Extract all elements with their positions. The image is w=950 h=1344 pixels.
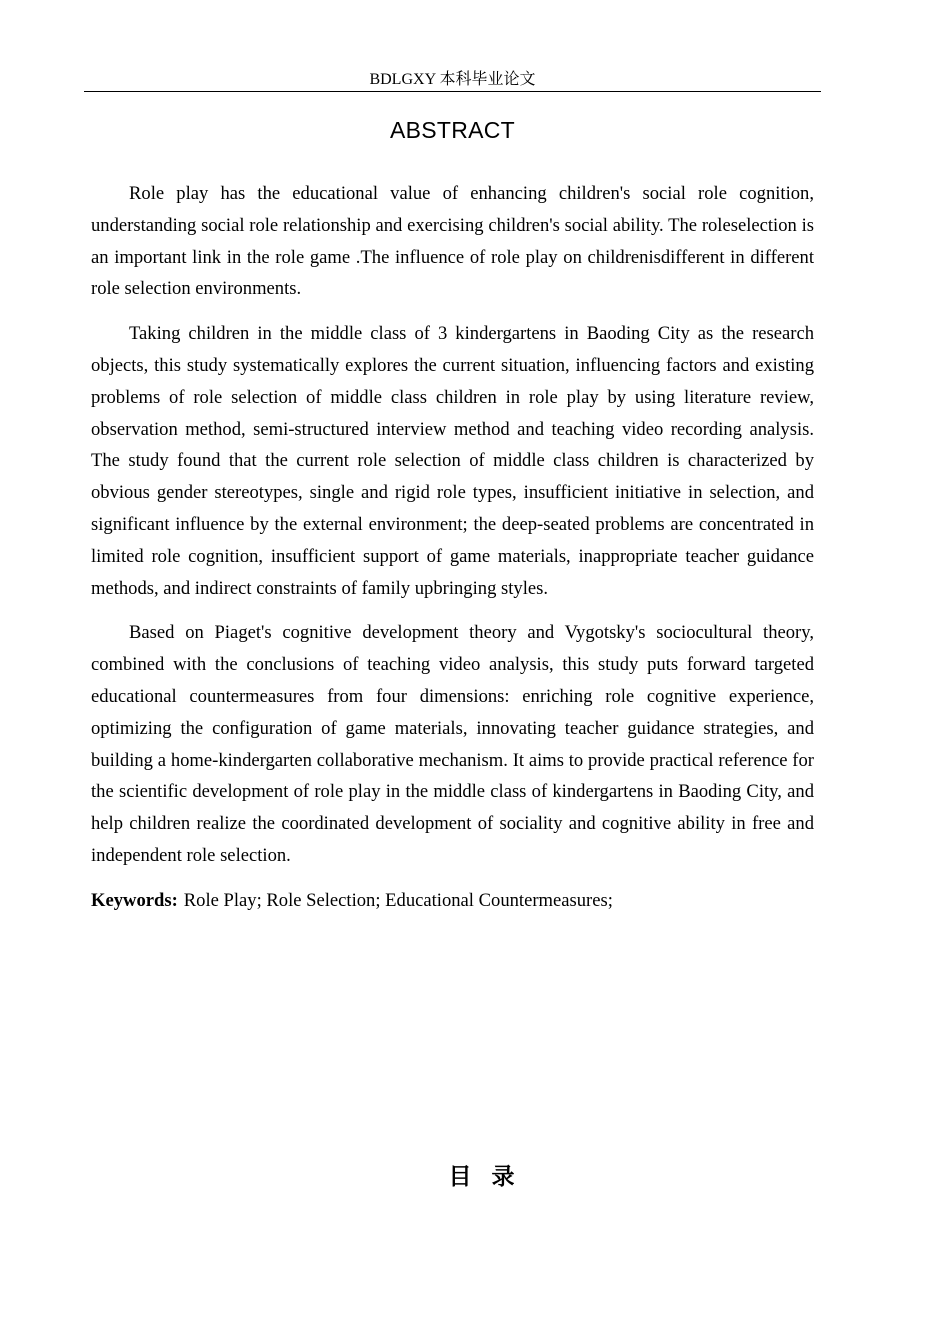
keywords-text: Role Play; Role Selection; Educational Countermeasures; [183, 889, 613, 911]
toc-title: 目录 [448, 1164, 535, 1190]
abstract-paragraph-2: Taking children in the middle class of 3 kindergartens in Baoding City as the research objects, this study systematically explores the current situation, influencing factors and existing problems of role selection of middle class children in role play by using literature review, observation method, semi-structured interview method and teaching video recording analysis. The study found that the current role selection of middle class children is characterized by obvious gender stereotypes, single and rigid role types, insufficient initiative in selection, and significant influence by the external environment; the deep-seated problems are concentrated in limited role cognition, insufficient support of game materials, inappropriate teacher guidance methods, and indirect constraints of family upbringing styles. [91, 323, 814, 599]
abstract-paragraph-1: Role play has the educational value of enhancing children's social role cognition, understanding social role relationship and exercising children's social ability. The roleselection is an important link in the role game .The influence of role play on childrenisdifferent in different role selection environments. [91, 183, 814, 300]
abstract-paragraph-3: Based on Piaget's cognitive development theory and Vygotsky's sociocultural theory, combined with the conclusions of teaching video analysis, this study puts forward targeted educational countermeasures from four dimensions: enriching role cognitive experience, optimizing the configuration of game materials, innovating teacher guidance strategies, and building a home-kindergarten collaborative mechanism. It aims to provide practical reference for the scientific development of role play in the middle class of kindergartens in Baoding City, and help children realize the coordinated development of sociality and cognitive ability in free and independent role selection. [91, 622, 814, 866]
abstract-body [91, 178, 814, 917]
running-header: BDLGXY 本科毕业论文 [84, 70, 821, 92]
keywords-label: Keywords: [91, 889, 178, 911]
abstract-title: ABSTRACT [389, 117, 516, 143]
keywords-line [91, 885, 814, 917]
